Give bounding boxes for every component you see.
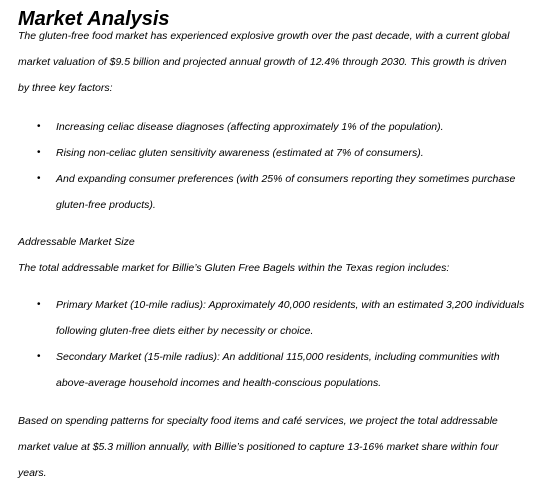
list-item (0, 114, 541, 140)
list-item-text: Secondary Market (15-mile radius): An additional 115,000 residents, including communities with above-average household incomes and health-conscious populations. (56, 351, 500, 389)
list-item-text: Rising non-celiac gluten sensitivity awareness (estimated at 7% of consumers). (56, 147, 424, 159)
list-item (0, 292, 541, 344)
bullet-icon: • (37, 351, 41, 362)
intro-paragraph: The gluten-free food market has experienced explosive growth over the past decade, with a current global market valuation of $9.5 billion and projected annual growth of 12.4% through 2030. This growth is driven by three key factors: (18, 30, 510, 94)
section-heading: Market Analysis (18, 8, 170, 30)
bullet-icon: • (37, 121, 41, 132)
bullet-icon: • (37, 147, 41, 158)
list-item-text: And expanding consumer preferences (with 25% of consumers reporting they sometimes purchase gluten-free products). (56, 173, 516, 211)
key-factors-list (0, 114, 541, 218)
bullet-icon: • (37, 173, 41, 184)
subsection-heading: Addressable Market Size (18, 236, 135, 248)
bullet-icon: • (37, 299, 41, 310)
markets-list (0, 292, 541, 396)
list-item-text: Increasing celiac disease diagnoses (affecting approximately 1% of the population). (56, 121, 444, 133)
list-item (0, 166, 541, 218)
list-item (0, 344, 541, 396)
addressable-intro: The total addressable market for Billie’s Gluten Free Bagels within the Texas region includes: (18, 262, 450, 274)
conclusion-paragraph: Based on spending patterns for specialty food items and café services, we project the total addressable market value at $5.3 million annually, with Billie’s positioned to capture 13-16% market share within four years. (18, 415, 499, 479)
list-item (0, 140, 541, 166)
list-item-text: Primary Market (10-mile radius): Approximately 40,000 residents, with an estimated 3,200 individuals following gluten-free diets either by necessity or choice. (56, 299, 525, 337)
